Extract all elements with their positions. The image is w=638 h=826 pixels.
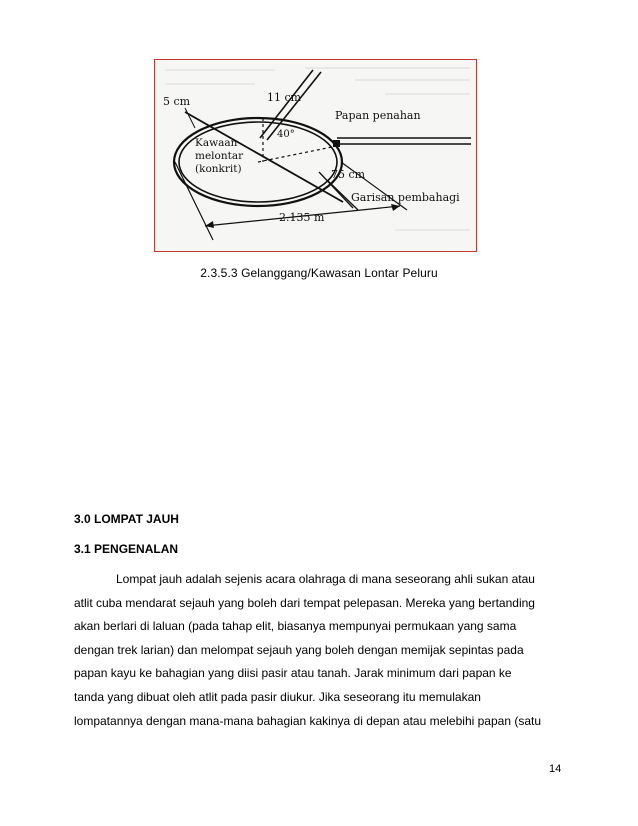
sector-line-left [260,70,313,138]
shot-put-circle-figure [154,59,477,252]
paragraph-line: akan berlari di laluan (pada tahap elit, biasanya mempunyai permukaan yang sama [74,619,517,634]
label-area-line3: (konkrit) [195,163,242,175]
shot-put-circle-diagram [155,60,477,252]
label-stop-board: Papan penahan [335,109,421,122]
label-diameter: 2.135 m [279,211,325,224]
figure-caption: 2.3.5.3 Gelanggang/Kawasan Lontar Peluru [200,266,438,280]
label-area-line1: Kawaan [195,137,238,149]
section-subheading: 3.1 PENGENALAN [74,542,179,556]
label-dividing-line: Garisan pembahagi [351,191,460,204]
paragraph-line: papan kayu ke bahagian yang diisi pasir atau tanah. Jarak minimum dari papan ke [74,666,512,681]
intro-paragraph [74,568,574,733]
paragraph-line: tanda yang dibuat oleh atlit pada pasir diukur. Jika seseorang itu memulakan [74,689,481,704]
five-cm-pointer [185,108,195,128]
arrow-right-icon [391,204,400,211]
paragraph-line: dengan trek larian) dan melompat sejauh yang boleh dengan memijak sepintas pada [74,642,524,657]
background-scan-text [165,68,470,230]
label-area-line2: melontar [195,150,244,162]
label-eleven-cm: 11 cm [267,91,302,104]
label-angle: 40° [277,129,295,140]
page-number: 14 [549,763,562,775]
label-seventy-five-cm: 75 cm [331,168,366,181]
paragraph-line: lompatannya dengan mana-mana bahagian kakinya di depan atau melebihi papan (satu [74,713,541,728]
paragraph-line: Lompat jauh adalah sejenis acara olahraga di mana seseorang ahli sukan atau [116,572,535,586]
paragraph-line: atlit cuba mendarat sejauh yang boleh dari tempat pelepasan. Mereka yang bertanding [74,595,535,610]
label-five-cm: 5 cm [163,95,191,108]
section-heading: 3.0 LOMPAT JAUH [74,512,179,526]
